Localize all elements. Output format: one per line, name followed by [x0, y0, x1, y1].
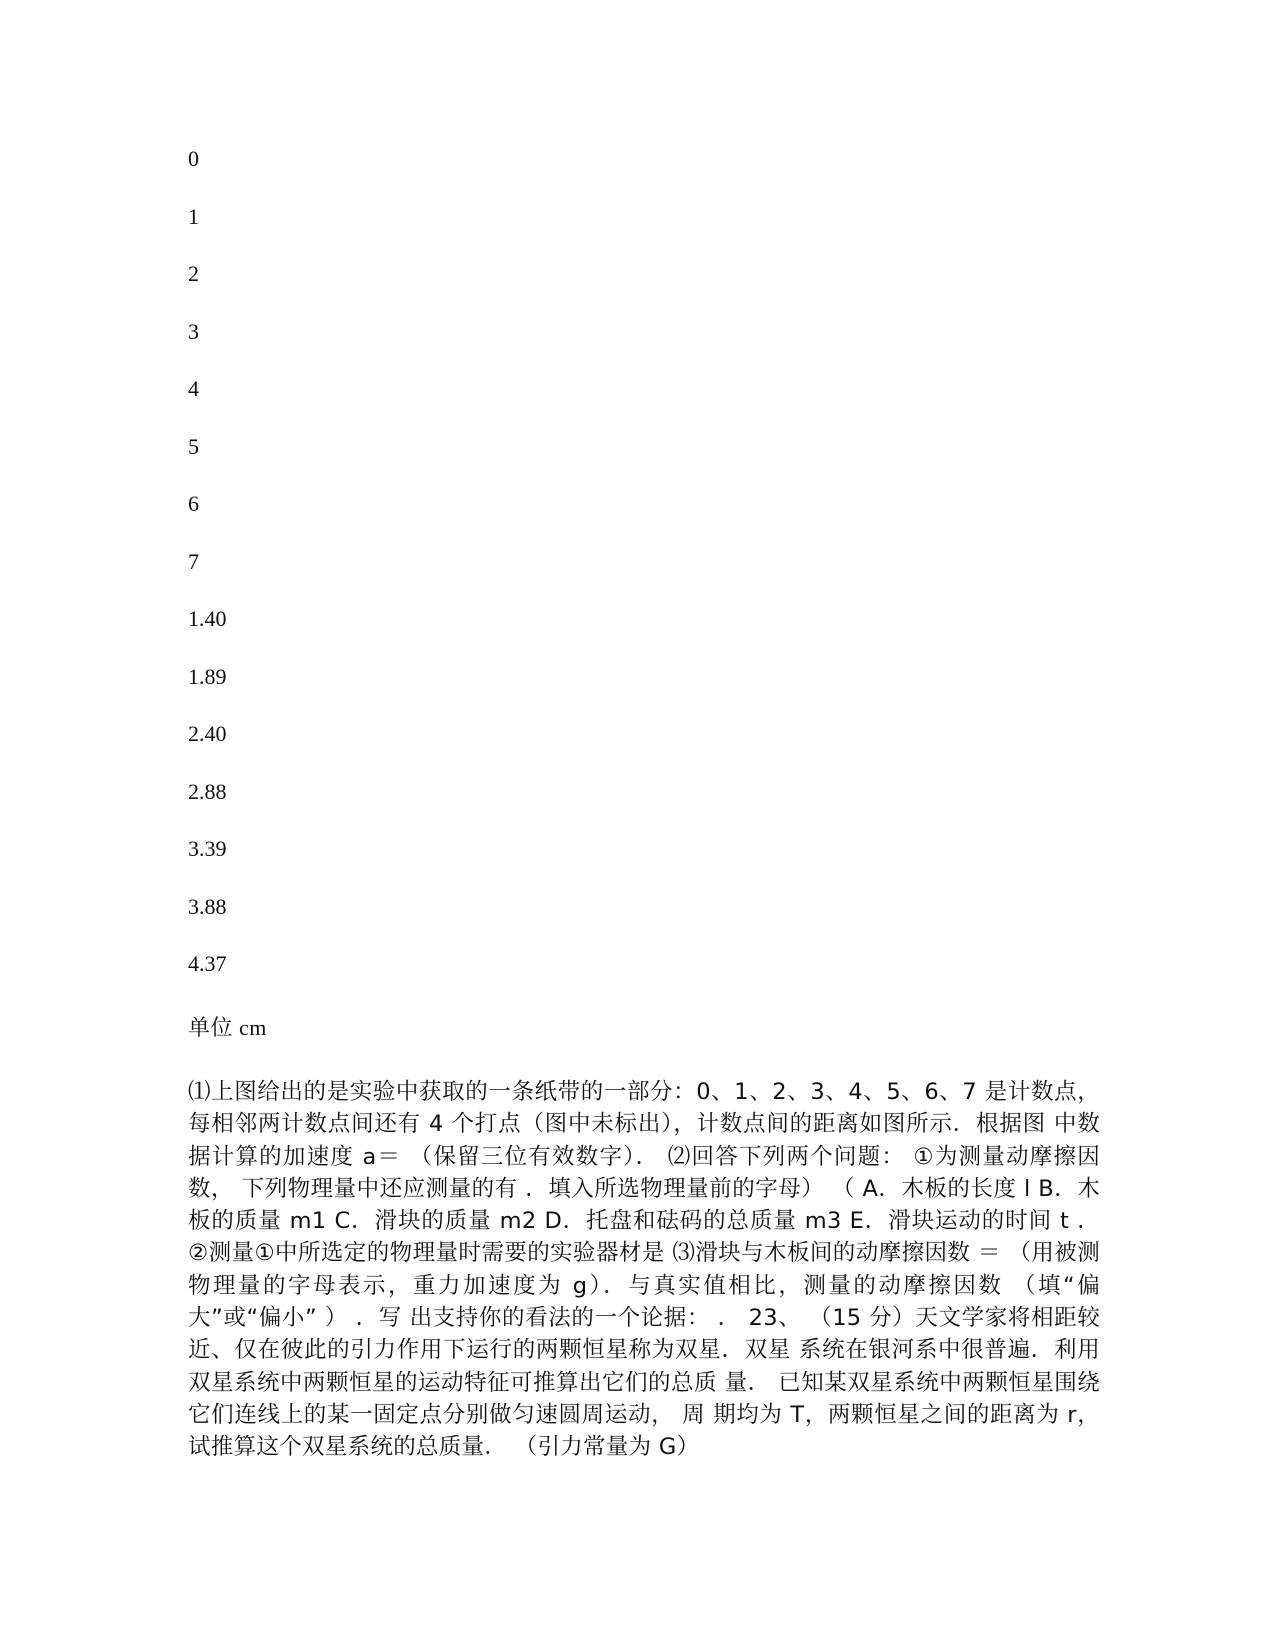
count-point-label-1: 1	[188, 203, 199, 229]
count-point-label-3: 3	[188, 318, 199, 344]
unit-label: 单位 cm	[188, 1015, 267, 1040]
distance-label-4: 2.88	[188, 778, 227, 804]
figure-label-list	[188, 148, 227, 1011]
distance-label-2: 1.89	[188, 663, 227, 689]
count-point-label-5: 5	[188, 433, 199, 459]
count-point-label-0: 0	[188, 146, 199, 171]
count-point-label-2: 2	[188, 261, 199, 286]
question-paragraph: ⑴上图给出的是实验中获取的一条纸带的一部分：0、1、2、3、4、5、6、7 是计数点， 每相邻两计数点间还有 4 个打点（图中未标出），计数点间的距离如图所示．根据图 中数据计算的加速度 a＝ （保留三位有效数字）． ⑵回答下列两个问题： ①为测量动摩擦因数， 下列物理量中还应测量的有 ．填入所选物理量前的字母） （ A．木板的长度 l B．木板的质量 m1 C．滑块的质量 m2 D．托盘和砝码的总质量 m3 E．滑块运动的时间 t ． ②测量①中所选定的物理量时需要的实验器材是 ⑶滑块与木板间的动摩擦因数 ＝ （用被测物理量的字母表示，重力加速度为 g）．与真实值相比，测量的动摩擦因数 （填“偏大”或“偏小” ） ．写 出支持你的看法的一个论据： ． 23、 （15 分）天文学家将相距较近、仅在彼此的引力作用下运行的两颗恒星称为双星．双星 系统在银河系中很普遍．利用双星系统中两颗恒星的运动特征可推算出它们的总质 量． 已知某双星系统中两颗恒星围绕它们连线上的某一固定点分别做匀速圆周运动， 周 期均为 T，两颗恒星之间的距离为 r，试推算这个双星系统的总质量． （引力常量为 G）	[188, 1079, 1100, 1461]
distance-label-5: 3.39	[188, 836, 227, 861]
distance-label-7: 4.37	[188, 951, 227, 976]
count-point-label-7: 7	[188, 548, 199, 574]
count-point-label-4: 4	[188, 376, 199, 401]
distance-label-1: 1.40	[188, 606, 227, 631]
distance-label-6: 3.88	[188, 893, 227, 919]
distance-label-3: 2.40	[188, 721, 227, 746]
count-point-label-6: 6	[188, 491, 199, 516]
